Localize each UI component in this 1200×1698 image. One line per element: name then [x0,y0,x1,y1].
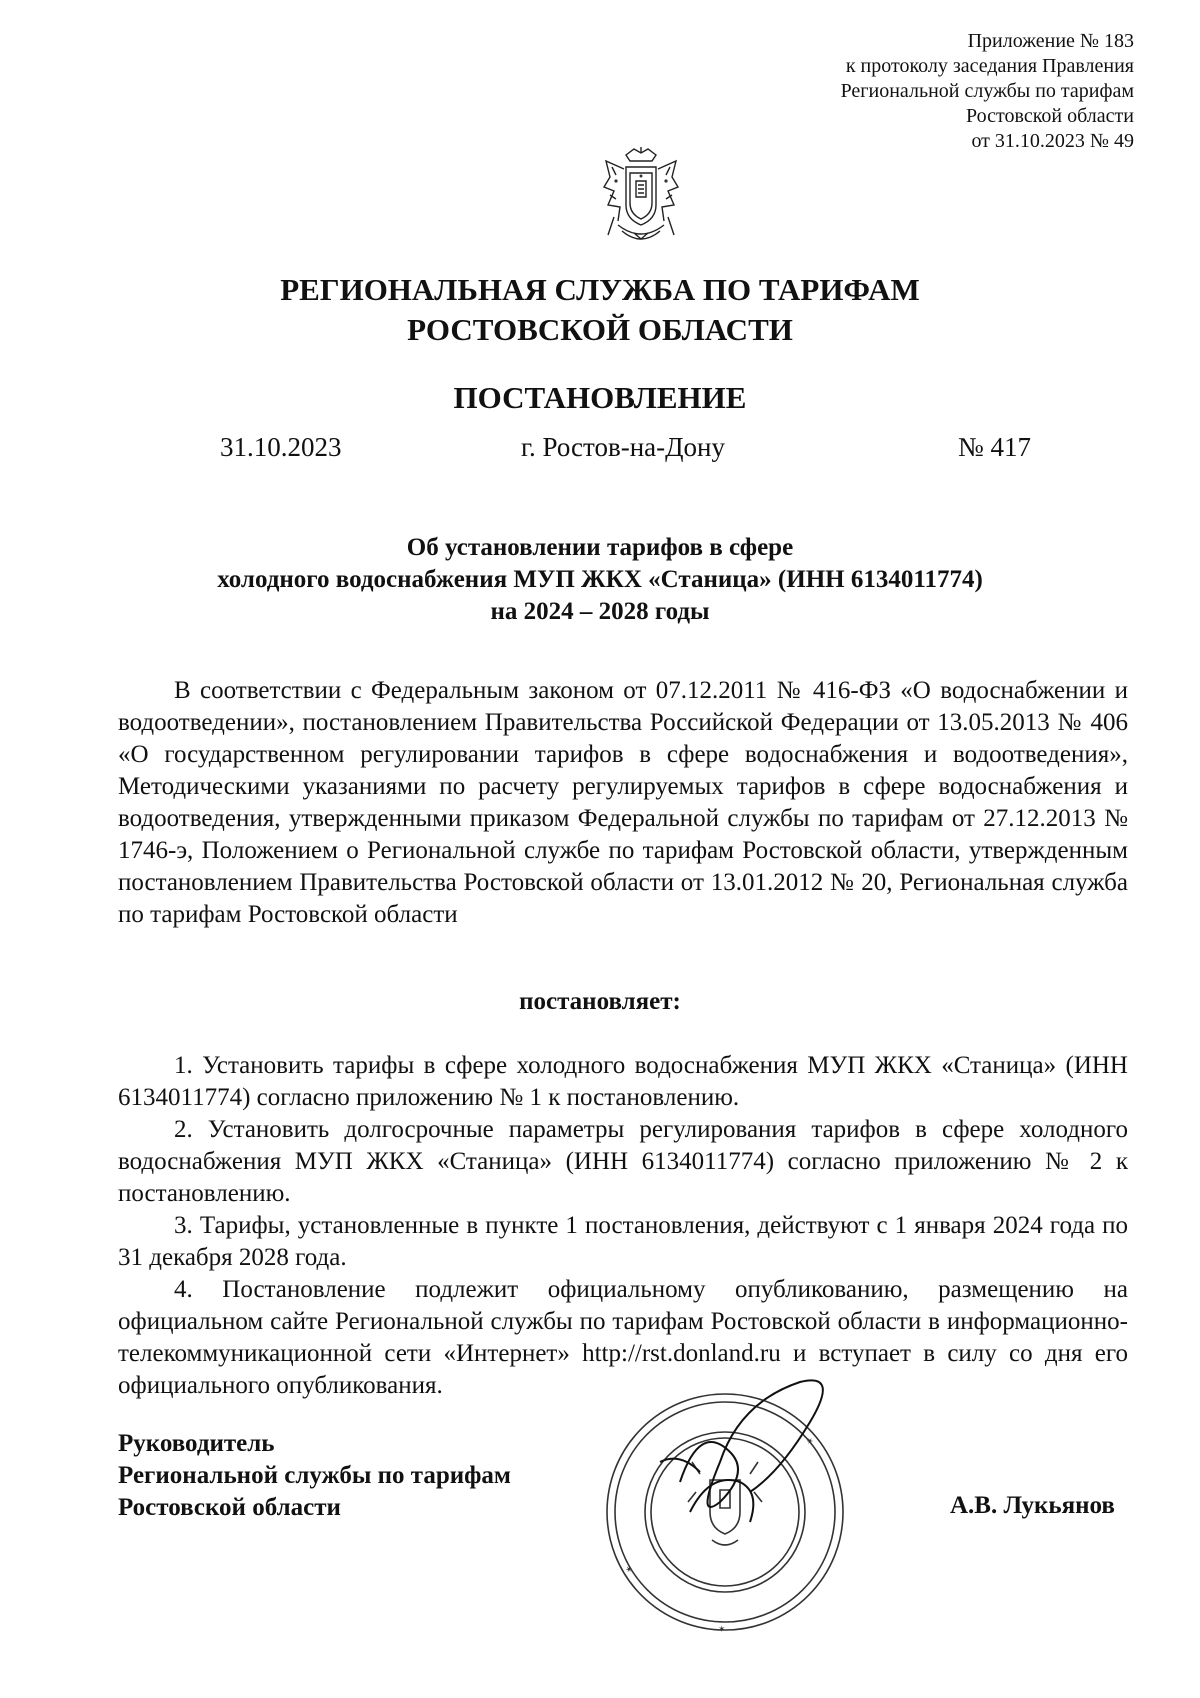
document-subject [0,532,1200,628]
document-date: 31.10.2023 [220,432,342,462]
subject-line-2: холодного водоснабжения МУП ЖКХ «Станица» (ИНН 6134011774) [217,566,983,593]
svg-text:✶: ✶ [804,1435,816,1448]
appendix-line: от 31.10.2023 № 49 [971,130,1134,152]
decree-items [118,1050,1128,1402]
subject-line-1: Об установлении тарифов в сфере [406,534,794,561]
appendix-line: Приложение № 183 [967,30,1134,52]
org-title-line-2: РОСТОВСКОЙ ОБЛАСТИ [407,312,793,347]
decree-item: 3. Тарифы, установленные в пункте 1 постановления, действуют с 1 января 2024 года по 31 декабря 2028 года. [118,1212,1128,1271]
decree-item: 2. Установить долгосрочные параметры регулирования тарифов в сфере холодного водоснабжения МУП ЖКХ «Станица» (ИНН 6134011774) согласно приложению № 2 к постановлению. [118,1116,1128,1207]
signatory-post-line: Региональной службы по тарифам [118,1462,511,1489]
document-type: ПОСТАНОВЛЕНИЕ [453,380,747,415]
appendix-line: Региональной службы по тарифам [840,80,1134,102]
signatory-post-line: Руководитель [118,1430,275,1457]
preamble-text: В соответствии с Федеральным законом от 07.12.2011 № 416-ФЗ «О водоснабжении и водоотведении», постановлением Правительства Российской Федерации от 13.05.2013 № 406 «О государственном регулировании тарифов в сфере водоснабжения и водоотведения», Методическими указаниями по расчету регулируемых тарифов в сфере водоснабжения и водоотведения, утвержденными приказом Федеральной службы по тарифам от 27.12.2013 № 1746-э, Положением о Региональной службе по тарифам Ростовской области, утвержденным постановлением Правительства Ростовской области от 13.01.2012 № 20, Региональная служба по тарифам Ростовской области [118,677,1128,928]
decree-word: постановляет: [519,988,681,1015]
signatory-post-line: Ростовской области [118,1494,341,1521]
subject-line-3: на 2024 – 2028 годы [490,598,710,625]
signatory-name: А.В. Лукьянов [950,1492,1115,1519]
org-title-line-1: РЕГИОНАЛЬНАЯ СЛУЖБА ПО ТАРИФАМ [280,272,920,307]
appendix-note [714,29,1134,154]
appendix-line: Ростовской области [966,105,1134,127]
coat-of-arms-icon [596,147,686,249]
official-seal-icon [600,1362,860,1642]
decree-item: 1. Установить тарифы в сфере холодного водоснабжения МУП ЖКХ «Станица» (ИНН 6134011774) согласно приложению № 1 к постановлению. [118,1052,1128,1111]
signatory-post [118,1428,511,1524]
organization-title [0,270,1200,350]
appendix-line: к протоколу заседания Правления [845,55,1134,77]
svg-text:✶: ✶ [718,1624,726,1634]
document-number: № 417 [958,432,1032,462]
decree-item: 4. Постановление подлежит официальному опубликованию, размещению на официальном сайте Региональной службы по тарифам Ростовской области в информационно-телекоммуникационной сети «Интернет» http://rst.donland.ru и вступает в силу со дня его официального опубликования. [118,1276,1128,1399]
document-city: г. Ростов-на-Дону [521,432,726,462]
svg-text:✶: ✶ [623,1563,636,1576]
preamble [118,675,1128,931]
